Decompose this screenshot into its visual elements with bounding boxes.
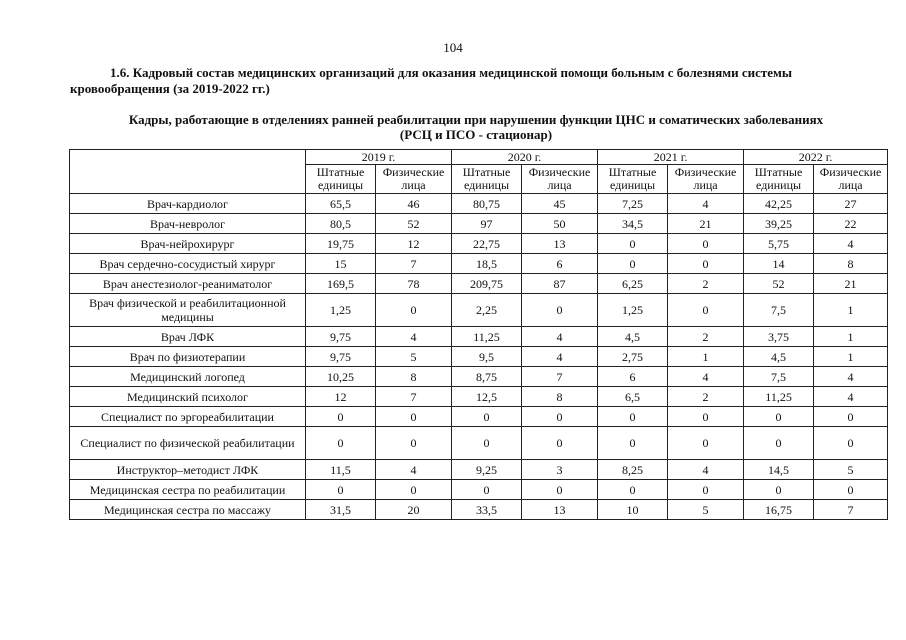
position-name-cell: Специалист по физической реабилитации bbox=[70, 427, 306, 460]
table-row bbox=[70, 500, 888, 520]
individuals-cell: 46 bbox=[376, 194, 452, 214]
position-name-cell: Врач-невролог bbox=[70, 214, 306, 234]
individuals-cell: 87 bbox=[522, 274, 598, 294]
staff-units-cell: 34,5 bbox=[598, 214, 668, 234]
year-header: 2022 г. bbox=[744, 150, 888, 165]
staff-units-header: Штатные единицы bbox=[306, 165, 376, 194]
individuals-cell: 4 bbox=[668, 367, 744, 387]
individuals-cell: 1 bbox=[814, 327, 888, 347]
individuals-cell: 8 bbox=[522, 387, 598, 407]
year-header: 2021 г. bbox=[598, 150, 744, 165]
staff-units-cell: 65,5 bbox=[306, 194, 376, 214]
year-header-row bbox=[70, 150, 888, 165]
individuals-cell: 0 bbox=[522, 407, 598, 427]
staff-units-cell: 2,75 bbox=[598, 347, 668, 367]
individuals-cell: 4 bbox=[814, 367, 888, 387]
staff-units-cell: 4,5 bbox=[744, 347, 814, 367]
staff-units-cell: 0 bbox=[744, 407, 814, 427]
individuals-cell: 0 bbox=[522, 480, 598, 500]
position-name-cell: Медицинский логопед bbox=[70, 367, 306, 387]
staff-units-header: Штатные единицы bbox=[744, 165, 814, 194]
table-row bbox=[70, 214, 888, 234]
individuals-cell: 5 bbox=[668, 500, 744, 520]
staff-units-cell: 9,75 bbox=[306, 327, 376, 347]
staff-units-cell: 22,75 bbox=[452, 234, 522, 254]
individuals-cell: 50 bbox=[522, 214, 598, 234]
staff-units-cell: 31,5 bbox=[306, 500, 376, 520]
staff-units-cell: 6,25 bbox=[598, 274, 668, 294]
individuals-header: Физические лица bbox=[376, 165, 452, 194]
table-row bbox=[70, 387, 888, 407]
table-row bbox=[70, 347, 888, 367]
individuals-cell: 0 bbox=[376, 427, 452, 460]
individuals-cell: 21 bbox=[668, 214, 744, 234]
individuals-cell: 0 bbox=[814, 480, 888, 500]
staff-units-cell: 9,5 bbox=[452, 347, 522, 367]
individuals-cell: 7 bbox=[376, 254, 452, 274]
staff-units-cell: 7,5 bbox=[744, 294, 814, 327]
individuals-cell: 45 bbox=[522, 194, 598, 214]
individuals-cell: 5 bbox=[814, 460, 888, 480]
individuals-cell: 4 bbox=[814, 234, 888, 254]
staff-units-cell: 15 bbox=[306, 254, 376, 274]
individuals-cell: 22 bbox=[814, 214, 888, 234]
individuals-cell: 4 bbox=[376, 460, 452, 480]
individuals-cell: 6 bbox=[522, 254, 598, 274]
staff-units-cell: 0 bbox=[306, 407, 376, 427]
staff-units-cell: 7,25 bbox=[598, 194, 668, 214]
individuals-cell: 7 bbox=[376, 387, 452, 407]
staff-units-cell: 9,25 bbox=[452, 460, 522, 480]
individuals-header: Физические лица bbox=[668, 165, 744, 194]
individuals-cell: 2 bbox=[668, 327, 744, 347]
staff-units-cell: 0 bbox=[306, 427, 376, 460]
staff-units-cell: 6,5 bbox=[598, 387, 668, 407]
position-name-cell: Медицинская сестра по реабилитации bbox=[70, 480, 306, 500]
position-name-cell: Врач сердечно-сосудистый хирург bbox=[70, 254, 306, 274]
individuals-cell: 78 bbox=[376, 274, 452, 294]
individuals-cell: 13 bbox=[522, 234, 598, 254]
table-row bbox=[70, 367, 888, 387]
table-row bbox=[70, 460, 888, 480]
table-caption-line1: Кадры, работающие в отделениях ранней реабилитации при нарушении функции ЦНС и соматических заболеваниях bbox=[128, 112, 824, 127]
staff-units-cell: 9,75 bbox=[306, 347, 376, 367]
staff-units-cell: 39,25 bbox=[744, 214, 814, 234]
staff-units-cell: 0 bbox=[598, 480, 668, 500]
position-name-cell: Инструктор–методист ЛФК bbox=[70, 460, 306, 480]
staff-units-cell: 11,25 bbox=[452, 327, 522, 347]
individuals-cell: 0 bbox=[668, 254, 744, 274]
individuals-cell: 0 bbox=[668, 234, 744, 254]
table-row bbox=[70, 480, 888, 500]
staff-units-cell: 1,25 bbox=[598, 294, 668, 327]
staff-units-cell: 209,75 bbox=[452, 274, 522, 294]
individuals-header: Физические лица bbox=[522, 165, 598, 194]
table-row bbox=[70, 294, 888, 327]
staff-units-cell: 11,25 bbox=[744, 387, 814, 407]
year-header: 2020 г. bbox=[452, 150, 598, 165]
individuals-cell: 27 bbox=[814, 194, 888, 214]
individuals-cell: 4 bbox=[522, 327, 598, 347]
staff-units-cell: 1,25 bbox=[306, 294, 376, 327]
individuals-cell: 3 bbox=[522, 460, 598, 480]
table-row bbox=[70, 234, 888, 254]
individuals-cell: 4 bbox=[814, 387, 888, 407]
corner-cell bbox=[70, 150, 306, 194]
individuals-header: Физические лица bbox=[814, 165, 888, 194]
staff-units-cell: 0 bbox=[744, 427, 814, 460]
staff-units-header: Штатные единицы bbox=[598, 165, 668, 194]
individuals-cell: 4 bbox=[668, 194, 744, 214]
staff-units-cell: 4,5 bbox=[598, 327, 668, 347]
position-name-cell: Врач ЛФК bbox=[70, 327, 306, 347]
position-name-cell: Врач-нейрохирург bbox=[70, 234, 306, 254]
individuals-cell: 2 bbox=[668, 387, 744, 407]
staff-units-cell: 2,25 bbox=[452, 294, 522, 327]
individuals-cell: 1 bbox=[814, 347, 888, 367]
table-caption bbox=[70, 112, 882, 142]
individuals-cell: 2 bbox=[668, 274, 744, 294]
table-row bbox=[70, 194, 888, 214]
individuals-cell: 7 bbox=[814, 500, 888, 520]
individuals-cell: 13 bbox=[522, 500, 598, 520]
staff-units-cell: 12 bbox=[306, 387, 376, 407]
year-header: 2019 г. bbox=[306, 150, 452, 165]
individuals-cell: 5 bbox=[376, 347, 452, 367]
staff-units-cell: 52 bbox=[744, 274, 814, 294]
staff-units-cell: 0 bbox=[598, 427, 668, 460]
individuals-cell: 0 bbox=[814, 427, 888, 460]
individuals-cell: 0 bbox=[668, 294, 744, 327]
position-name-cell: Врач анестезиолог-реаниматолог bbox=[70, 274, 306, 294]
individuals-cell: 12 bbox=[376, 234, 452, 254]
table-body bbox=[70, 150, 888, 520]
staff-units-cell: 0 bbox=[452, 427, 522, 460]
table-caption-line2: (РСЦ и ПСО - стационар) bbox=[399, 127, 553, 142]
staff-units-cell: 80,75 bbox=[452, 194, 522, 214]
staff-units-cell: 14,5 bbox=[744, 460, 814, 480]
staff-units-cell: 10 bbox=[598, 500, 668, 520]
staff-units-cell: 0 bbox=[452, 407, 522, 427]
staff-units-cell: 10,25 bbox=[306, 367, 376, 387]
staff-units-cell: 8,75 bbox=[452, 367, 522, 387]
staff-units-cell: 6 bbox=[598, 367, 668, 387]
staff-units-cell: 7,5 bbox=[744, 367, 814, 387]
individuals-cell: 1 bbox=[668, 347, 744, 367]
position-name-cell: Специалист по эргореабилитации bbox=[70, 407, 306, 427]
staff-units-header: Штатные единицы bbox=[452, 165, 522, 194]
position-name-cell: Врач по физиотерапии bbox=[70, 347, 306, 367]
individuals-cell: 1 bbox=[814, 294, 888, 327]
section-heading: 1.6. Кадровый состав медицинских организаций для оказания медицинской помощи больным с болезнями системы кровообращения (за 2019-2022 гг.) bbox=[70, 65, 793, 96]
position-name-cell: Врач физической и реабилитационной медицины bbox=[70, 294, 306, 327]
staff-units-cell: 33,5 bbox=[452, 500, 522, 520]
individuals-cell: 0 bbox=[668, 480, 744, 500]
individuals-cell: 20 bbox=[376, 500, 452, 520]
staff-units-cell: 19,75 bbox=[306, 234, 376, 254]
position-name-cell: Медицинский психолог bbox=[70, 387, 306, 407]
staff-units-cell: 0 bbox=[306, 480, 376, 500]
staff-units-cell: 169,5 bbox=[306, 274, 376, 294]
individuals-cell: 52 bbox=[376, 214, 452, 234]
staff-units-cell: 0 bbox=[598, 254, 668, 274]
individuals-cell: 8 bbox=[376, 367, 452, 387]
staff-units-cell: 0 bbox=[744, 480, 814, 500]
staff-units-cell: 5,75 bbox=[744, 234, 814, 254]
staff-units-cell: 97 bbox=[452, 214, 522, 234]
individuals-cell: 0 bbox=[668, 427, 744, 460]
staff-units-cell: 8,25 bbox=[598, 460, 668, 480]
staff-units-cell: 14 bbox=[744, 254, 814, 274]
staff-units-cell: 0 bbox=[452, 480, 522, 500]
individuals-cell: 0 bbox=[814, 407, 888, 427]
staff-units-cell: 3,75 bbox=[744, 327, 814, 347]
staff-units-cell: 11,5 bbox=[306, 460, 376, 480]
individuals-cell: 0 bbox=[522, 294, 598, 327]
individuals-cell: 4 bbox=[522, 347, 598, 367]
table-row bbox=[70, 427, 888, 460]
individuals-cell: 21 bbox=[814, 274, 888, 294]
staff-units-cell: 80,5 bbox=[306, 214, 376, 234]
staff-units-cell: 12,5 bbox=[452, 387, 522, 407]
position-name-cell: Медицинская сестра по массажу bbox=[70, 500, 306, 520]
table-row bbox=[70, 327, 888, 347]
individuals-cell: 4 bbox=[668, 460, 744, 480]
individuals-cell: 0 bbox=[376, 480, 452, 500]
individuals-cell: 0 bbox=[376, 407, 452, 427]
individuals-cell: 7 bbox=[522, 367, 598, 387]
page-number: 104 bbox=[443, 40, 463, 55]
individuals-cell: 0 bbox=[376, 294, 452, 327]
staff-units-cell: 16,75 bbox=[744, 500, 814, 520]
table-row bbox=[70, 407, 888, 427]
staff-units-cell: 42,25 bbox=[744, 194, 814, 214]
individuals-cell: 0 bbox=[668, 407, 744, 427]
individuals-cell: 8 bbox=[814, 254, 888, 274]
table-row bbox=[70, 274, 888, 294]
table-row bbox=[70, 254, 888, 274]
individuals-cell: 4 bbox=[376, 327, 452, 347]
position-name-cell: Врач-кардиолог bbox=[70, 194, 306, 214]
individuals-cell: 0 bbox=[522, 427, 598, 460]
staff-units-cell: 18,5 bbox=[452, 254, 522, 274]
staff-units-cell: 0 bbox=[598, 407, 668, 427]
staff-units-cell: 0 bbox=[598, 234, 668, 254]
staff-table bbox=[69, 149, 888, 520]
